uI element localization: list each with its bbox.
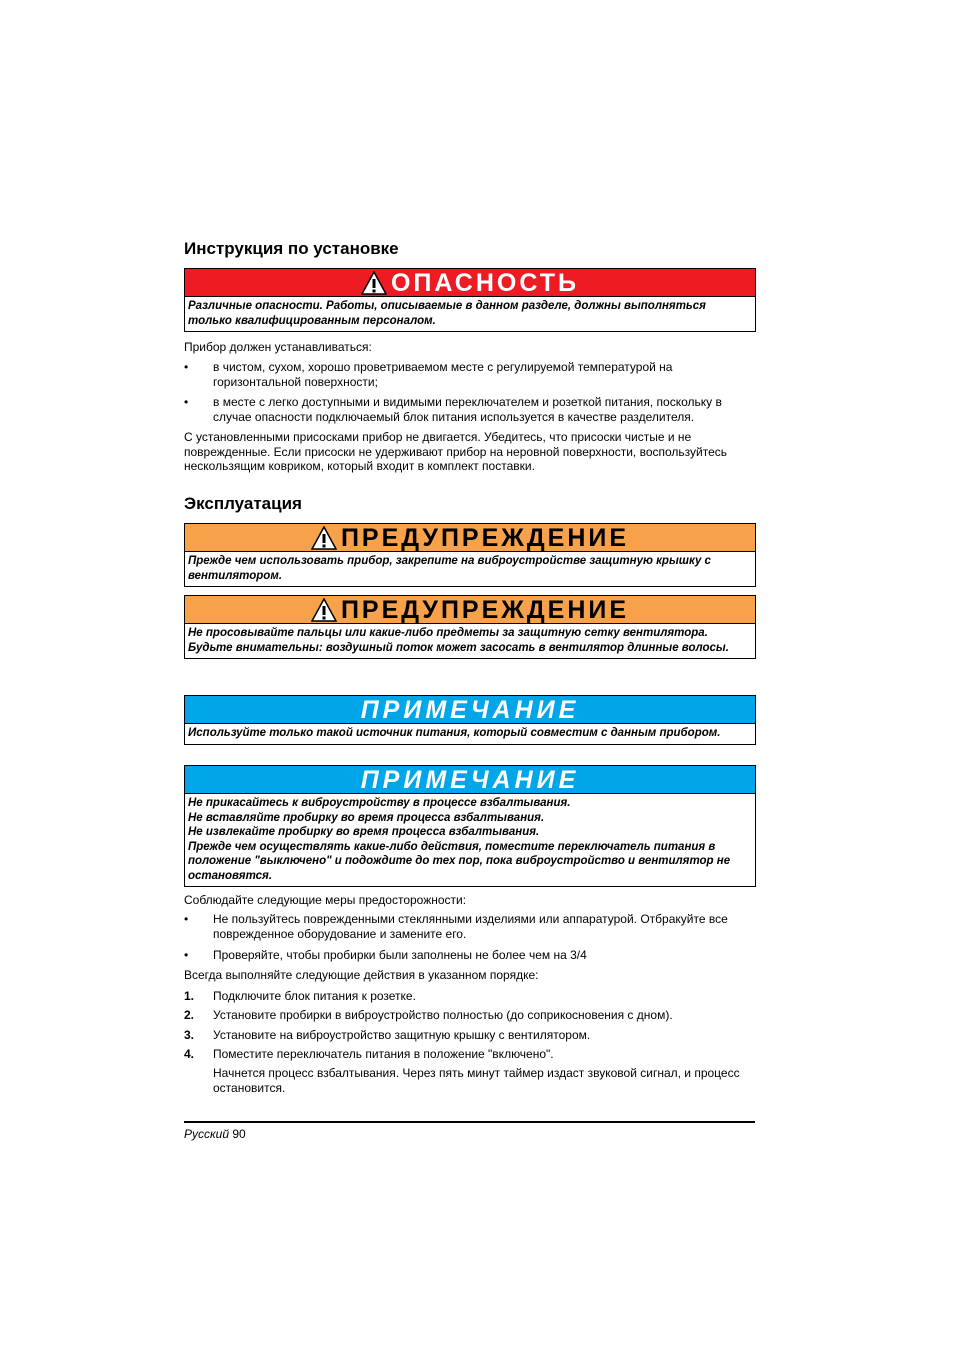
footer-rule [184, 1121, 755, 1123]
warning-box [184, 595, 756, 659]
bullet-marker: • [184, 948, 189, 962]
list-item [184, 948, 756, 963]
warning-triangle-icon [361, 271, 387, 295]
notice-label: ПРИМЕЧАНИЕ [360, 695, 580, 724]
list-item-text: в чистом, сухом, хорошо проветриваемом месте с регулируемой температурой на горизонтальной поверхности; [213, 360, 673, 389]
step-number: 3. [184, 1028, 195, 1042]
steps-intro: Всегда выполняйте следующие действия в указанном порядке: [184, 968, 539, 982]
notice-header [185, 766, 755, 794]
list-item-text: в месте с легко доступными и видимыми переключателем и розеткой питания, поскольку в случае опасности подключаемый блок питания используется в качестве разделителя. [213, 395, 722, 424]
notice-text: Используйте только такой источник питания, который совместим с данным прибором. [188, 727, 721, 739]
install-paragraph: С установленными присосками прибор не двигается. Убедитесь, что присоски чистые и не поврежденные. Если присоски не удерживают прибор на неровной поверхности, воспользуйтесь нескользящим ковриком, который входит в комплект поставки. [184, 430, 728, 474]
step-item [184, 989, 756, 1004]
step-number: 2. [184, 1008, 195, 1022]
step-item [184, 1047, 756, 1062]
page-number: 90 [232, 1127, 246, 1141]
list-item-text: Проверяйте, чтобы пробирки были заполнены не более чем на 3/4 [213, 948, 587, 962]
notice-box [184, 695, 756, 745]
warning-text: Прежде чем использовать прибор, закрепите на виброустройстве защитную крышку с вентилятором. [188, 555, 711, 582]
list-item-text: Не пользуйтесь поврежденными стеклянными изделиями или аппаратурой. Отбракуйте все поврежденное оборудование и замените его. [213, 912, 728, 941]
danger-box [184, 268, 756, 332]
warning-header [185, 524, 755, 552]
warning-box [184, 523, 756, 587]
step-item [184, 1028, 756, 1043]
danger-text: Различные опасности. Работы, описываемые в данном разделе, должны выполняться только квалифицированным персоналом. [188, 300, 706, 327]
warning-label: ПРЕДУПРЕЖДЕНИЕ [340, 595, 630, 624]
list-item [184, 360, 756, 390]
step-followup [184, 1066, 756, 1096]
danger-header [185, 269, 755, 297]
step-number: 1. [184, 989, 195, 1003]
step-item [184, 1008, 756, 1023]
bullet-marker: • [184, 395, 189, 409]
section-heading-operation: Эксплуатация [184, 494, 302, 513]
step-text: Поместите переключатель питания в положение "включено". [213, 1047, 554, 1061]
warning-triangle-icon [311, 598, 337, 622]
danger-label: ОПАСНОСТЬ [390, 268, 580, 297]
notice-text: Не прикасайтесь к виброустройству в процессе взбалтывания. Не вставляйте пробирку во время процесса взбалтывания. Не извлекайте пробирку во время процесса взбалтывания. Прежде чем осуществлять какие-либо действия, поместите переключатель питания в положение "выключено" и подождите до тех пор, пока виброустройство и вентилятор не остановятся. [188, 797, 731, 882]
step-text: Подключите блок питания к розетке. [213, 989, 416, 1003]
warning-text: Не просовывайте пальцы или какие-либо предметы за защитную сетку вентилятора. Будьте внимательны: воздушный поток может засосать в вентилятор длинные волосы. [188, 627, 729, 654]
notice-box [184, 765, 756, 887]
step-followup-text: Начнется процесс взбалтывания. Через пять минут таймер издаст звуковой сигнал, и процесс остановится. [213, 1066, 740, 1095]
footer-language: Русский [184, 1127, 230, 1141]
bullet-marker: • [184, 912, 189, 926]
step-text: Установите пробирки в виброустройство полностью (до соприкосновения с дном). [213, 1008, 673, 1022]
step-number: 4. [184, 1047, 195, 1061]
step-text: Установите на виброустройство защитную крышку с вентилятором. [213, 1028, 591, 1042]
notice-label: ПРИМЕЧАНИЕ [360, 765, 580, 794]
warning-label: ПРЕДУПРЕЖДЕНИЕ [340, 523, 630, 552]
notice-header [185, 696, 755, 724]
warning-triangle-icon [311, 526, 337, 550]
section-heading-installation: Инструкция по установке [184, 239, 399, 258]
list-item [184, 912, 756, 942]
page-footer [184, 1127, 246, 1142]
bullet-marker: • [184, 360, 189, 374]
warning-header [185, 596, 755, 624]
list-item [184, 395, 756, 425]
precautions-intro: Соблюдайте следующие меры предосторожности: [184, 893, 467, 907]
install-intro: Прибор должен устанавливаться: [184, 340, 372, 354]
